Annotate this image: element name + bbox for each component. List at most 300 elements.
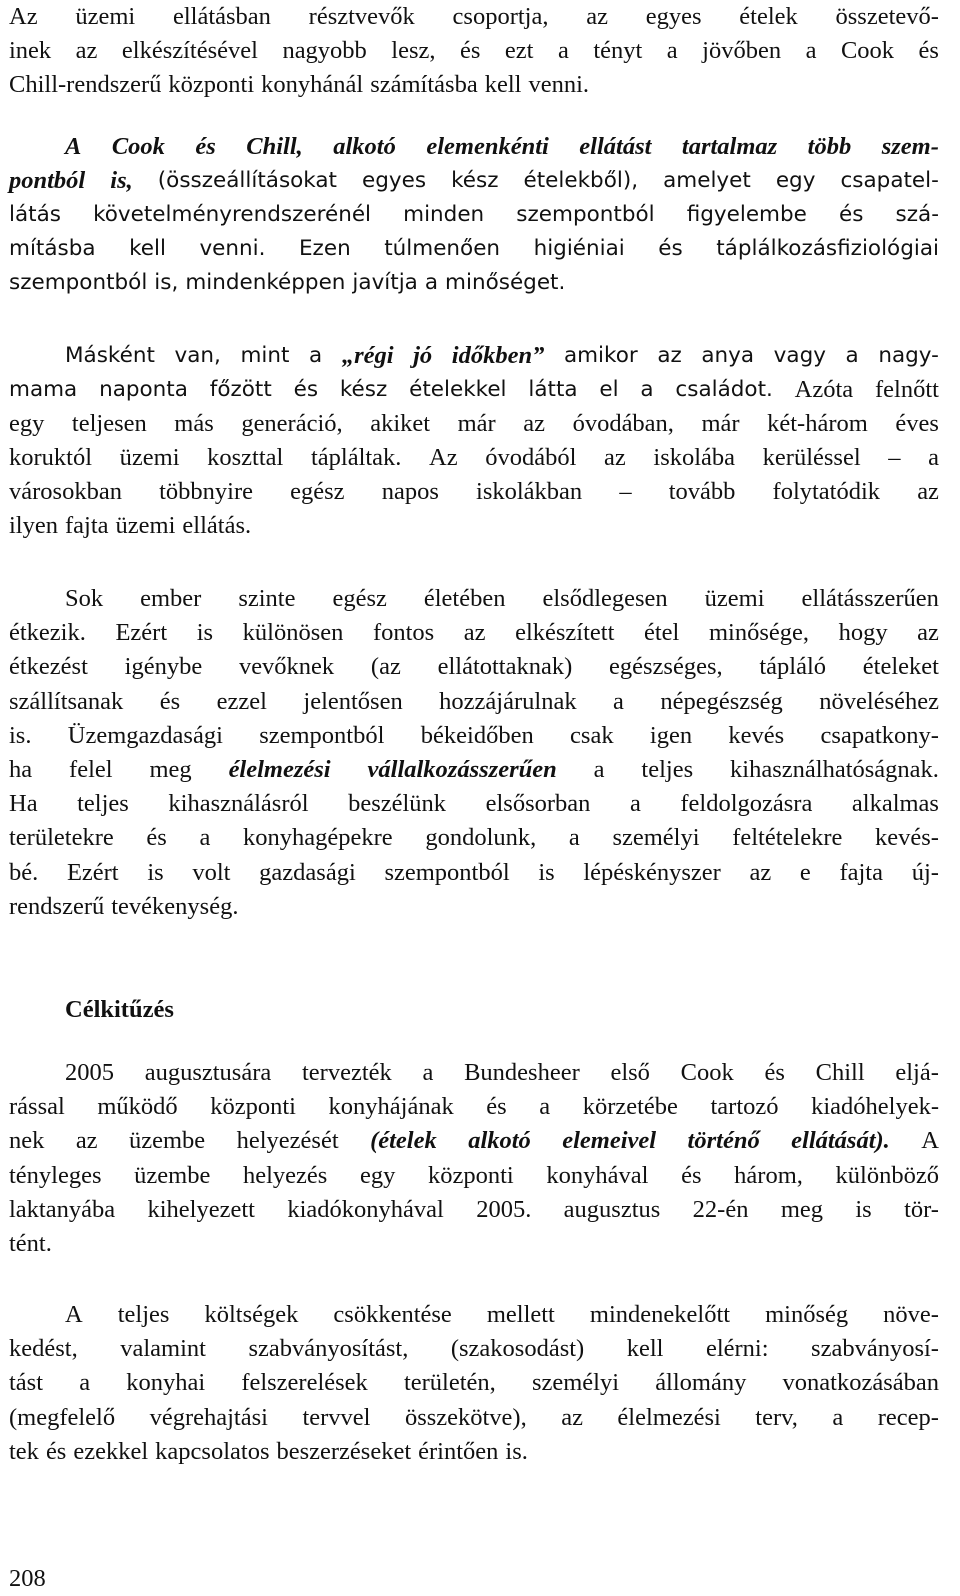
word: növeléséhez (819, 687, 939, 715)
word: alkotó (333, 133, 396, 160)
word: fajta (65, 512, 109, 539)
word: kevés (728, 721, 785, 749)
paragraph-line (9, 787, 939, 821)
word: ételek (739, 3, 798, 30)
word: üzemi (119, 444, 180, 471)
word: családot. (675, 377, 773, 402)
word: teljes (77, 790, 129, 818)
word: – (619, 478, 632, 505)
word: folytatódik (772, 478, 881, 505)
word: Ezért (115, 619, 168, 647)
word: egész (332, 585, 387, 612)
word: konyhánál (261, 71, 364, 98)
word: konyhával (546, 1161, 649, 1189)
word: Chill-rendszerű (9, 71, 162, 98)
word: amelyet (663, 168, 751, 193)
word: és (159, 687, 181, 715)
word: tényleges (9, 1161, 102, 1189)
word: étel (644, 619, 680, 647)
word: mításba (9, 236, 96, 261)
word: mindenekelőtt (589, 1301, 731, 1328)
word: szá- (895, 202, 939, 227)
word: szem- (881, 133, 939, 160)
word: ételekkel (409, 377, 507, 402)
word: az (75, 1127, 98, 1155)
word: kihasználhatóságnak. (730, 756, 939, 783)
word: más (174, 410, 214, 437)
word: és (918, 37, 939, 64)
word: három, (734, 1161, 803, 1189)
word: a (593, 756, 605, 783)
paragraph-line (9, 856, 939, 890)
word: résztvevők (308, 3, 415, 30)
word: szabványosí- (811, 1335, 939, 1363)
word: nagyobb (282, 37, 367, 64)
word: az (463, 619, 486, 647)
word: iskolába (653, 444, 736, 471)
word: a (199, 824, 211, 852)
word: nek (9, 1127, 45, 1155)
word: javítja (352, 270, 418, 295)
word: naponta (99, 377, 188, 402)
word: csoportja, (452, 3, 549, 30)
word: minősége, (708, 619, 809, 647)
word: is, (110, 167, 133, 194)
word: időkben” (451, 342, 545, 369)
word: túlmenően (384, 236, 501, 261)
page-number: 208 (9, 1565, 46, 1592)
word: koruktól (9, 444, 93, 471)
paragraph-line (9, 1227, 939, 1261)
word: ellátás. (182, 512, 252, 539)
word: az (561, 1403, 583, 1431)
paragraph-line (9, 198, 939, 232)
paragraph-line (65, 339, 939, 373)
word: jövőben (702, 37, 782, 64)
word: minőséget. (445, 270, 566, 295)
word: terv, (755, 1403, 798, 1431)
paragraph-line (9, 509, 939, 543)
word: élelmezési (617, 1403, 721, 1431)
word: (ételek (370, 1127, 437, 1155)
word: személyi (531, 1369, 620, 1397)
word: kell (484, 71, 522, 98)
word: növe- (883, 1301, 939, 1328)
word: mindenképpen (185, 270, 346, 295)
word: – (888, 444, 901, 471)
paragraph-line (9, 232, 939, 266)
word: étkezik. (9, 619, 86, 647)
word: számításba (370, 71, 478, 98)
word: békeidőben (420, 721, 534, 749)
word: kerüléssel (762, 444, 861, 471)
word: hogy (838, 619, 888, 647)
word: jelentősen (303, 687, 403, 715)
word: szempontból (384, 858, 510, 886)
word: tényt (593, 37, 643, 64)
word: A (65, 1301, 83, 1328)
paragraph-line (9, 373, 939, 407)
paragraph-line (9, 475, 939, 509)
word: van, (174, 343, 221, 368)
word: összetevő- (835, 3, 939, 30)
word: az (523, 410, 546, 437)
word: az (917, 478, 939, 505)
word: tartalmaz (681, 133, 778, 160)
word: generáció, (241, 410, 343, 437)
word: Az (9, 3, 38, 30)
paragraph-line (9, 266, 939, 300)
paragraph-line (9, 1124, 939, 1158)
word: vállalkozásszerűen (367, 756, 557, 783)
word: konyhai (126, 1369, 206, 1397)
word: eljá- (895, 1059, 939, 1086)
word: lépéskényszer (583, 858, 721, 886)
word: fajta (839, 858, 883, 886)
word: egy (9, 410, 45, 437)
word: ellátottaknak) (437, 653, 573, 681)
word: területekre (9, 824, 114, 852)
word: jó (413, 342, 433, 369)
word: 22-én (692, 1195, 749, 1223)
word: 2005. (476, 1195, 532, 1223)
word: gondolunk, (425, 824, 537, 852)
word: ember (140, 585, 202, 612)
section-heading: Célkitűzés (65, 996, 174, 1023)
paragraph-line (9, 753, 939, 787)
word: központi (210, 1093, 296, 1121)
word: rendszerű (9, 892, 105, 920)
word: és (195, 133, 216, 160)
word: feldolgozásra (680, 790, 813, 818)
word: történő (687, 1127, 760, 1155)
word: élelmezési (228, 756, 331, 783)
word: konyhagépekre (243, 824, 393, 852)
word: a (79, 1369, 91, 1397)
word: szempontból (259, 721, 385, 749)
word: üzemi (115, 512, 176, 539)
word: az (657, 343, 682, 368)
word: feltételekre (732, 824, 843, 852)
word: Chill (815, 1059, 865, 1086)
word: minőség (765, 1301, 849, 1328)
paragraph-line (9, 0, 939, 34)
word: a (640, 377, 654, 402)
word: kiadóhelyek- (811, 1093, 939, 1121)
word: óvodában, (572, 410, 674, 437)
word: az (749, 858, 772, 886)
word: üzemi (704, 585, 765, 612)
word: rással (9, 1093, 65, 1121)
word: kedést, (9, 1335, 78, 1363)
paragraph-line (9, 821, 939, 855)
word: az (604, 444, 626, 471)
word: népegészség (660, 687, 783, 715)
word: kell (626, 1335, 664, 1363)
word: napos (381, 478, 439, 505)
word: életében (423, 585, 506, 612)
word: teljes (641, 756, 694, 783)
word: el (599, 377, 619, 402)
word: pontból (9, 167, 86, 194)
word: Azóta (794, 376, 854, 403)
word: szinte (238, 585, 296, 612)
word: is. (505, 1437, 528, 1465)
word: főzött (209, 377, 272, 402)
word: higiéniai (533, 236, 625, 261)
word: a (424, 270, 439, 295)
paragraph-line (9, 1332, 939, 1366)
word: „régi (341, 342, 394, 369)
word: igen (649, 721, 693, 749)
word: elkészítésével (121, 37, 258, 64)
word: lesz, (391, 37, 436, 64)
word: a (805, 37, 817, 64)
word: összekötve), (404, 1403, 527, 1431)
word: mellett (486, 1301, 555, 1328)
word: egy (775, 168, 816, 193)
word: inek (9, 37, 52, 64)
word: különösen (242, 619, 344, 647)
word: (összeállításokat (157, 168, 337, 193)
word: elemeivel (562, 1127, 657, 1155)
word: konyhájának (328, 1093, 454, 1121)
word: ellátásszerűen (801, 585, 939, 612)
word: első (610, 1059, 650, 1086)
word: többnyire (159, 478, 253, 505)
word: ellátásban (172, 3, 271, 30)
word: tervezték (301, 1059, 392, 1086)
word: vevőknek (238, 653, 335, 681)
paragraph-line (65, 1056, 939, 1090)
word: már (701, 410, 740, 437)
word: elsődlegesen (542, 585, 668, 612)
word: csapatel- (840, 168, 939, 193)
word: (az (370, 653, 401, 681)
word: Ezen (298, 236, 351, 261)
word: a (845, 343, 859, 368)
word: és (838, 202, 864, 227)
word: a (309, 343, 323, 368)
word: beszerzéseket (276, 1437, 412, 1465)
word: Chill, (246, 133, 303, 160)
paragraph-line (9, 890, 939, 924)
word: központi (168, 71, 255, 98)
paragraph-line (65, 1298, 939, 1332)
word: kevés- (875, 824, 939, 852)
word: szempontból (516, 202, 655, 227)
word: csökkentése (333, 1301, 452, 1328)
word: beszélünk (348, 790, 447, 818)
word: Cook (680, 1059, 734, 1086)
word: felnőtt (875, 376, 939, 403)
word: a (539, 1093, 551, 1121)
word: egyes (645, 3, 702, 30)
word: valamint (120, 1335, 206, 1363)
word: kapcsolatos (155, 1437, 270, 1465)
word: a (557, 37, 569, 64)
word: ezekkel (73, 1437, 149, 1465)
word: az (917, 619, 939, 647)
word: elemenkénti (426, 133, 549, 160)
word: több (807, 133, 852, 160)
word: üzembe (129, 1127, 206, 1155)
word: alkalmas (851, 790, 939, 818)
word: teljes (117, 1301, 170, 1328)
word: a (832, 1403, 844, 1431)
word: költségek (204, 1301, 299, 1328)
paragraph-line (9, 685, 939, 719)
word: e (799, 858, 811, 886)
word: ezzel (216, 687, 267, 715)
word: kell (129, 236, 166, 261)
word: tevékenység. (111, 892, 239, 920)
word: mama (9, 377, 78, 402)
paragraph-line (9, 34, 939, 68)
word: hozzájárulnak (439, 687, 577, 715)
word: minden (403, 202, 485, 227)
word: meg (149, 756, 192, 783)
paragraph-line (9, 1435, 939, 1469)
word: figyelembe (686, 202, 807, 227)
word: éves (895, 410, 939, 437)
word: tartozó (710, 1093, 779, 1121)
word: (szakosodást) (450, 1335, 585, 1363)
word: és (293, 377, 319, 402)
word: tént. (9, 1230, 52, 1257)
word: és (460, 37, 481, 64)
word: üzemi (75, 3, 136, 30)
word: tápláltak. (310, 444, 402, 471)
word: ellátást (579, 133, 652, 160)
word: területén, (403, 1369, 496, 1397)
word: egyes (362, 168, 427, 193)
word: venni. (528, 71, 590, 98)
word: bé. (9, 858, 39, 886)
word: Cook (840, 37, 895, 64)
word: volt (192, 858, 231, 886)
word: nagy- (878, 343, 939, 368)
word: szempontból (9, 270, 148, 295)
paragraph-line (9, 1159, 939, 1193)
word: a (422, 1059, 434, 1086)
word: érintően (418, 1437, 499, 1465)
word: és (486, 1093, 507, 1121)
word: akiket (370, 410, 431, 437)
word: helyezését (236, 1127, 339, 1155)
paragraph-line (9, 407, 939, 441)
word: különböző (835, 1161, 939, 1189)
paragraph-line (9, 1366, 939, 1400)
word: központi (428, 1161, 514, 1189)
word: alkotó (468, 1127, 531, 1155)
paragraph-line (9, 719, 939, 753)
word: igénybe (124, 653, 203, 681)
word: vonatkozásában (782, 1369, 939, 1397)
word: elkészített (515, 619, 615, 647)
word: meg (780, 1195, 823, 1223)
word: tovább (668, 478, 736, 505)
paragraph-line (9, 1090, 939, 1124)
word: augusztus (563, 1195, 661, 1223)
word: Ezért (66, 858, 119, 886)
word: felszerelések (241, 1369, 368, 1397)
word: vagy (773, 343, 826, 368)
word: teljesen (71, 410, 147, 437)
word: óvodából (485, 444, 577, 471)
paragraph-line (9, 441, 939, 475)
word: és (45, 1437, 67, 1465)
word: tör- (904, 1195, 939, 1223)
word: tervvel (302, 1403, 371, 1431)
word: két-három (767, 410, 868, 437)
word: ellátását). (791, 1127, 890, 1155)
paragraph-line (65, 582, 939, 616)
word: ilyen (9, 512, 58, 539)
word: gazdasági (259, 858, 356, 886)
word: Ha (9, 790, 38, 818)
word: Cook (111, 133, 165, 160)
word: működő (97, 1093, 178, 1121)
word: csak (570, 721, 614, 749)
word: amikor (563, 343, 638, 368)
word: ételekből), (523, 168, 639, 193)
word: tápláló (759, 653, 827, 681)
paragraph-line (9, 164, 939, 198)
word: is (855, 1195, 872, 1223)
word: ezt (504, 37, 534, 64)
word: követelményrendszerénél (93, 202, 372, 227)
word: anya (701, 343, 755, 368)
word: és (681, 1161, 702, 1189)
word: ételeket (862, 653, 939, 681)
word: kihelyezett (147, 1195, 255, 1223)
word: laktanyába (9, 1195, 116, 1223)
word: koszttal (207, 444, 284, 471)
word: venni. (199, 236, 266, 261)
word: kész (339, 377, 388, 402)
word: Bundesheer (464, 1059, 580, 1086)
word: iskolákban (476, 478, 583, 505)
word: szállítsanak (9, 687, 124, 715)
word: a (613, 687, 624, 715)
word: Az (429, 444, 458, 471)
word: ha (9, 756, 33, 783)
word: városokban (9, 478, 122, 505)
word: fontos (372, 619, 435, 647)
word: szabványosítást, (248, 1335, 409, 1363)
word: új- (911, 858, 939, 886)
word: kész (451, 168, 499, 193)
word: tek (9, 1437, 39, 1465)
word: 2005 (65, 1059, 114, 1086)
word: elérni: (705, 1335, 769, 1363)
word: is, (154, 270, 179, 295)
word: látás (9, 202, 61, 227)
word: is (196, 619, 214, 647)
word: egészséges, (609, 653, 723, 681)
word: is (538, 858, 555, 886)
word: és (146, 824, 167, 852)
paragraph-line (9, 616, 939, 650)
word: csapatkony- (820, 721, 939, 749)
word: és (764, 1059, 785, 1086)
word: (megfelelő (9, 1403, 116, 1431)
word: az (75, 37, 98, 64)
word: táplálkozásfiziológiai (716, 236, 939, 261)
word: a (928, 444, 939, 471)
word: személyi (612, 824, 700, 852)
